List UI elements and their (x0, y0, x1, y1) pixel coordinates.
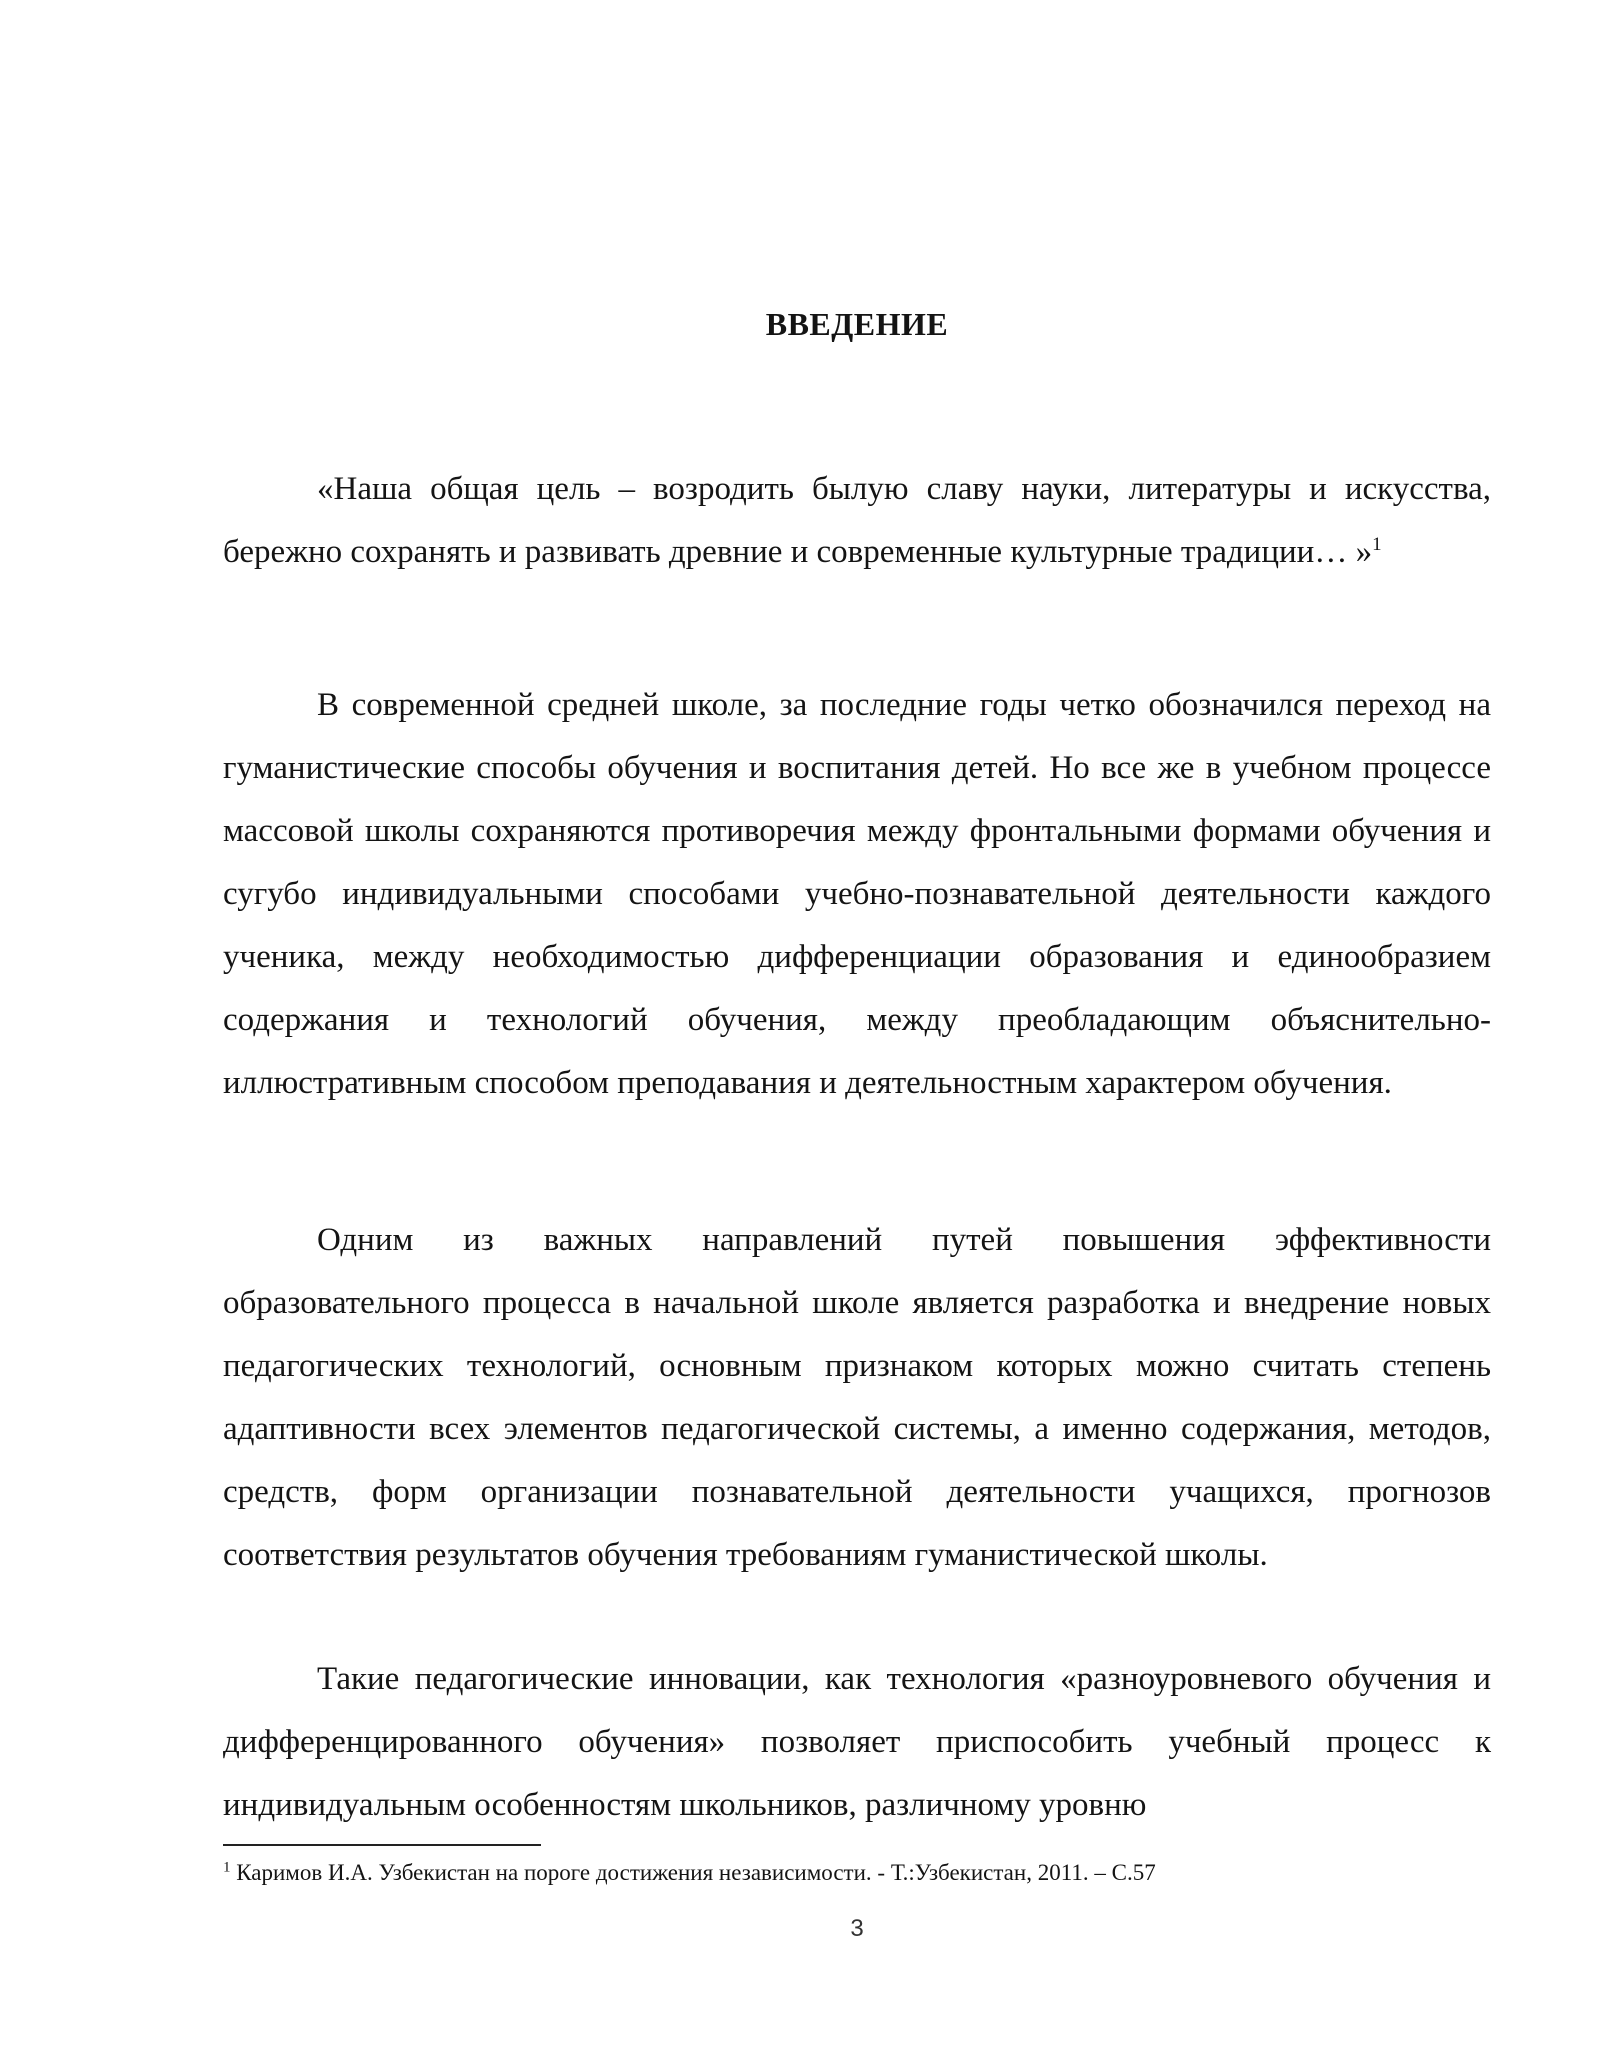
body-paragraph-3: Одним из важных направлений путей повышения эффективности образовательного процесса в начальной школе является разработка и внедрение новых педагогических технологий, основным признаком которых можно считать степень адаптивности всех элементов педагогической системы, а именно содержания, методов, средств, форм организации познавательной деятельности учащихся, прогнозов соответствия результатов обучения требованиям гуманистической школы. (223, 1222, 1491, 1573)
footnote-reference[interactable]: 1 (1372, 534, 1382, 555)
footnote-text: Каримов И.А. Узбекистан на пороге достижения независимости. - Т.:Узбекистан, 2011. – С.57 (230, 1860, 1156, 1885)
footnote-mark: 1 (223, 1859, 231, 1876)
body-paragraph-2: В современной средней школе, за последние годы четко обозначился переход на гуманистические способы обучения и воспитания детей. Но все же в учебном процессе массовой школы сохраняются противоречия между фронтальными формами обучения и сугубо индивидуальными способами учебно-познавательной деятельности каждого ученика, между необходимостью дифференциации образования и единообразием содержания и технологий обучения, между преобладающим объяснительно-иллюстративным способом преподавания и деятельностным характером обучения. (223, 687, 1491, 1101)
epigraph-quote-paragraph (223, 458, 1491, 584)
epigraph-quote-text: «Наша общая цель – возродить былую славу науки, литературы и искусства, бережно сохранять и развивать древние и современные культурные традиции… » (223, 471, 1491, 570)
footnote-separator (223, 1844, 541, 1846)
body-paragraph-4: Такие педагогические инновации, как технология «разноуровневого обучения и дифференцированного обучения» позволяет приспособить учебный процесс к индивидуальным особенностям школьников, различному уровню (223, 1661, 1491, 1823)
page-number: 3 (850, 1915, 864, 1942)
footnote (223, 1858, 1491, 1888)
page-title: ВВЕДЕНИЕ (765, 306, 949, 342)
